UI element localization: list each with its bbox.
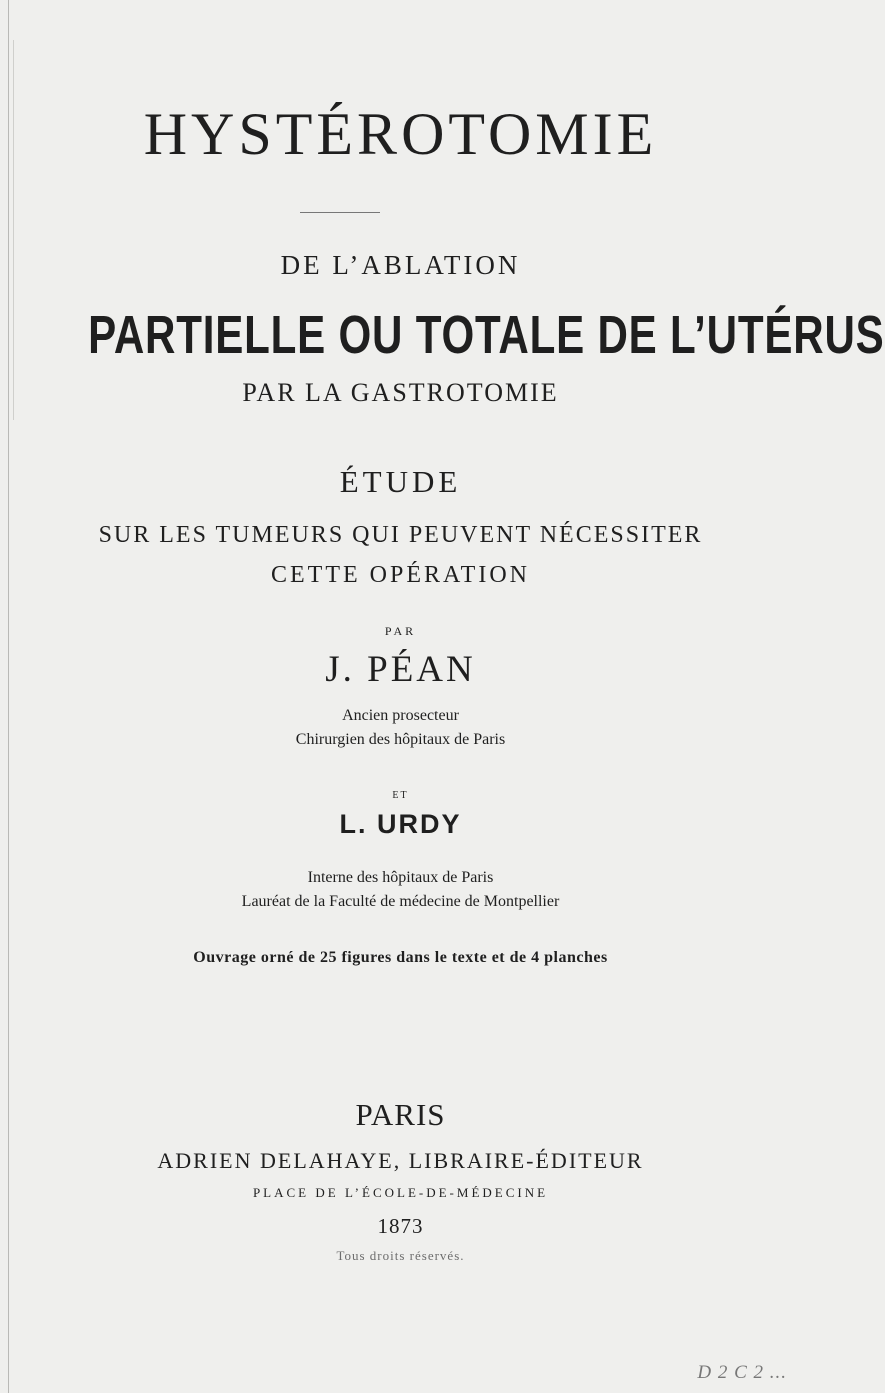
author-1-title-2: Chirurgien des hôpitaux de Paris xyxy=(295,731,506,748)
subtitle-line-1: DE L’ABLATION xyxy=(280,250,521,280)
and-label: ET xyxy=(392,790,409,801)
imprint-rights: Tous droits réservés. xyxy=(336,1248,465,1263)
shelfmark: D 2 C 2 ... xyxy=(697,1362,787,1383)
author-2-title-2: Lauréat de la Faculté de médecine de Montpellier xyxy=(241,893,560,910)
by-label: PAR xyxy=(384,624,417,638)
imprint-year: 1873 xyxy=(377,1214,424,1238)
imprint-city: PARIS xyxy=(355,1097,446,1132)
imprint-publisher: ADRIEN DELAHAYE, LIBRAIRE-ÉDITEUR xyxy=(157,1148,644,1173)
book-title: HYSTÉROTOMIE xyxy=(143,101,658,167)
subtitle-line-2: PARTIELLE OU TOTALE DE L’UTÉRUS xyxy=(88,305,885,365)
study-line-2: CETTE OPÉRATION xyxy=(271,562,530,588)
subtitle-line-3: PAR LA GASTROTOMIE xyxy=(242,378,559,407)
author-1-title-1: Ancien prosecteur xyxy=(342,707,459,724)
study-line-1: SUR LES TUMEURS QUI PEUVENT NÉCESSITER xyxy=(98,522,703,548)
page-edge-line-inner xyxy=(13,40,14,420)
author-2-title-1: Interne des hôpitaux de Paris xyxy=(307,869,494,886)
imprint-address: PLACE DE L’ÉCOLE-DE-MÉDECINE xyxy=(252,1185,549,1200)
illustrations-note: Ouvrage orné de 25 figures dans le texte et de 4 planches xyxy=(193,949,608,966)
author-1-name: J. PÉAN xyxy=(325,649,476,690)
title-divider xyxy=(300,212,380,213)
author-2-name: L. URDY xyxy=(339,809,462,839)
study-heading: ÉTUDE xyxy=(339,464,462,499)
